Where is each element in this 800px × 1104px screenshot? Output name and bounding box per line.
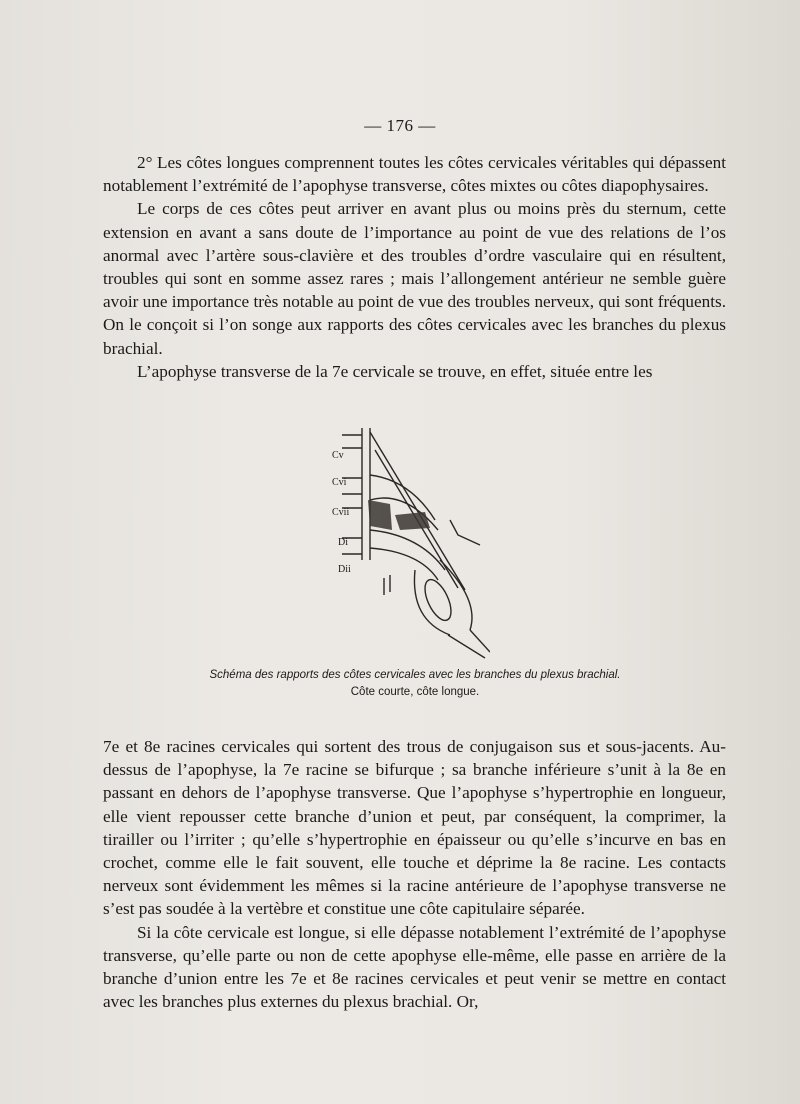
label-cvii: Cvii	[332, 507, 350, 518]
label-dii: Dii	[338, 564, 351, 575]
paragraph: Le corps de ces côtes peut arriver en avant plus ou moins près du sternum, cette extension en avant a sans doute de l’importance au point de vue des relations de l’os anormal avec l’artère sous-clavière et des troubles d’ordre vasculaire qui en résultent, troubles qui sont en somme assez rares ; mais l’allongement antérieur ne semble guère avoir une importance très notable au point de vue des troubles nerveux, qui sont fréquents. On le conçoit si l’on songe aux rapports des côtes cervicales avec les branches du plexus brachial.	[103, 199, 726, 358]
caption-line-2: Côte courte, côte longue.	[350, 686, 480, 698]
figure-caption	[0, 667, 800, 701]
paragraph: 7e et 8e racines cervicales qui sortent des trous de conjugaison sus et sous-jacents. Au-dessus de l’apophyse, la 7e racine se bifurque ; sa branche inférieure s’unit à la 8e en passant en dehors de l’apophyse transverse. Que l’apophyse s’hypertrophie en longueur, elle vient repousser cette branche d’union et peut, par conséquent, la comprimer, la tirailler ou l’irriter ; qu’elle s’hypertrophie en épaisseur ou qu’elle s’incurve en bas en crochet, comme elle le fait souvent, elle touche et déprime la 8e racine. Les contacts nerveux sont évidemment les mêmes si la racine antérieure de l’apophyse transverse ne s’est pas soudée à la vertèbre et constitue une côte capitulaire séparée.	[103, 737, 726, 919]
brachial-plexus-diagram	[320, 420, 490, 660]
paragraph: Si la côte cervicale est longue, si elle dépasse notablement l’extrémité de l’apophyse transverse, qu’elle parte ou non de cette apophyse elle-même, elle passe en arrière de la branche d’union entre les 7e et 8e racines cervicales et peut venir se mettre en contact avec les branches plus externes du plexus brachial. Or,	[103, 922, 726, 1012]
paragraph: 2° Les côtes longues comprennent toutes les côtes cervicales véritables qui dépassent notablement l’extrémité de l’apophyse transverse, côtes mixtes ou côtes diapophysaires.	[103, 153, 726, 196]
label-cvi: Cvi	[332, 477, 347, 488]
label-cv: Cv	[332, 450, 344, 461]
text-block-top	[103, 151, 726, 383]
page-number: — 176 —	[364, 116, 436, 135]
diagram-svg	[320, 420, 490, 660]
caption-line-1: Schéma des rapports des côtes cervicales avec les branches du plexus brachial.	[209, 669, 621, 681]
text-block-bottom	[103, 735, 726, 1013]
label-di: Di	[338, 537, 348, 548]
paragraph: L’apophyse transverse de la 7e cervicale se trouve, en effet, située entre les	[137, 361, 653, 381]
